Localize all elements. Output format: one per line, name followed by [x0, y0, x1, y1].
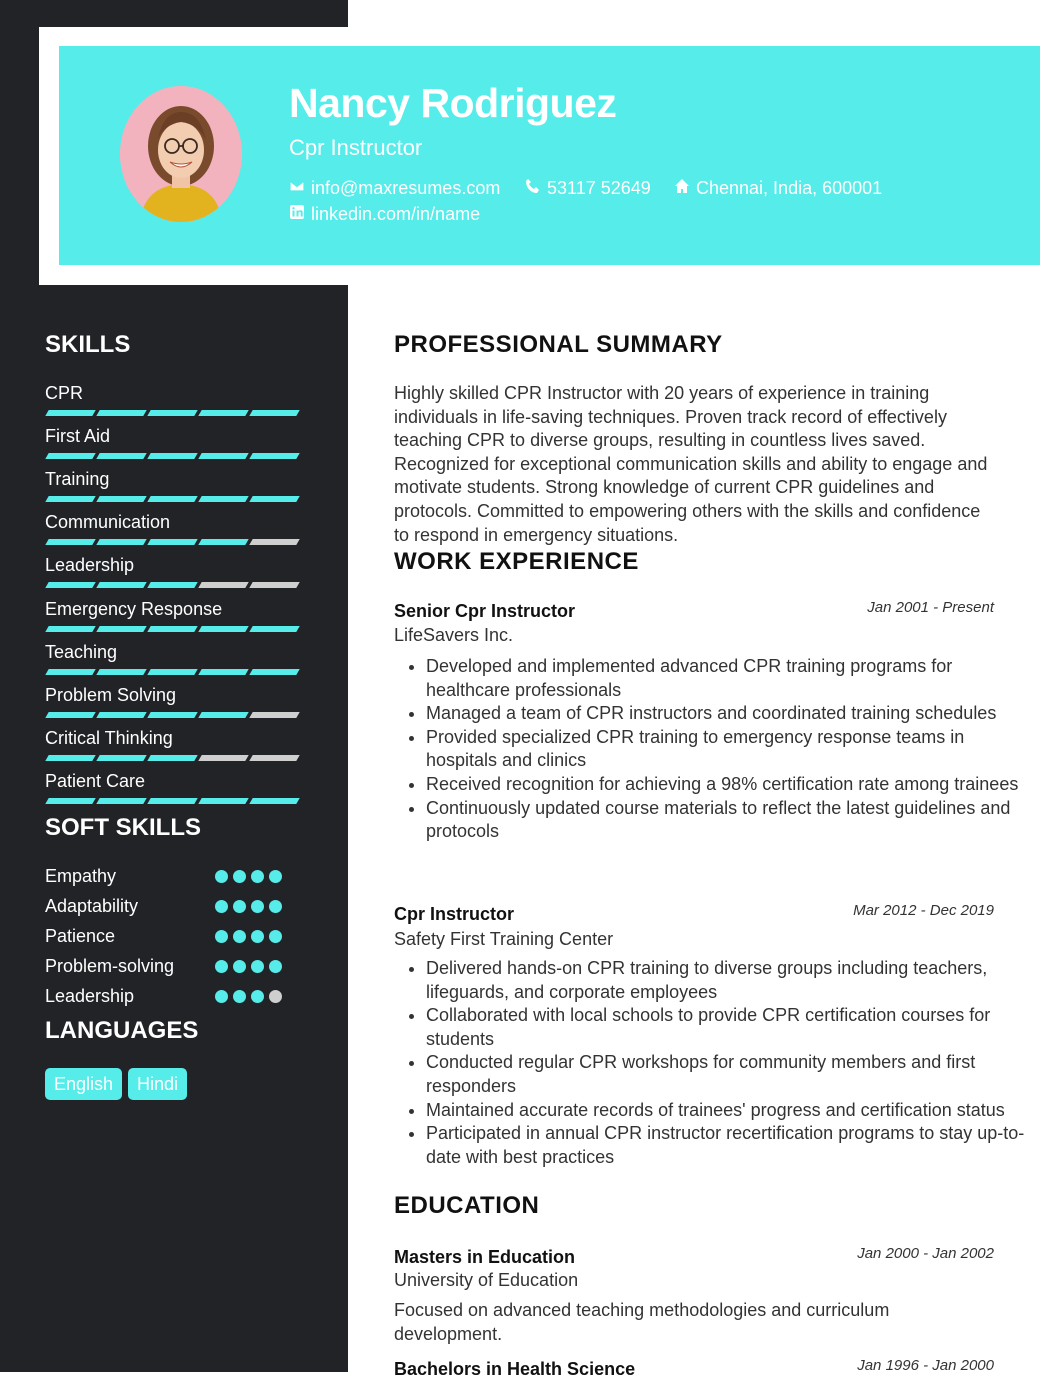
skill-level-bar	[47, 539, 298, 545]
skill-level-segment	[147, 798, 197, 804]
rating-dot	[251, 900, 264, 913]
skill-label: Patient Care	[45, 770, 146, 791]
skill-label: CPR	[45, 383, 84, 403]
skill-level-segment	[147, 669, 197, 675]
list-item: • Received recognition for achieving a 98% certification rate among trainees	[426, 773, 1026, 797]
list-item: • Collaborated with local schools to provide CPR certification courses for students	[426, 1004, 1026, 1051]
skill-level-segment	[198, 798, 248, 804]
skill-level-segment	[198, 755, 248, 761]
skill-level-segment	[96, 539, 146, 545]
candidate-name: Nancy Rodriguez	[289, 80, 617, 126]
skill-level-segment	[198, 496, 248, 502]
skill-level-segment	[147, 496, 197, 502]
skill-level-bar	[47, 798, 298, 804]
list-item: • Delivered hands-on CPR training to diverse groups including teachers, lifeguards, and corporate employees	[426, 957, 1026, 1004]
degree-title: Bachelors in Health Science	[394, 1359, 636, 1379]
phone-contact[interactable]	[525, 178, 651, 199]
skill-level-segment	[96, 496, 146, 502]
skill-level-segment	[249, 712, 299, 718]
rating-dot	[269, 900, 282, 913]
education-heading: EDUCATION	[394, 1192, 540, 1219]
skill-level-segment	[45, 496, 95, 502]
skill-level-segment	[198, 712, 248, 718]
skill-level-segment	[45, 755, 95, 761]
skill-level-segment	[249, 539, 299, 545]
skill-level-segment	[249, 626, 299, 632]
skill-level-bar	[47, 496, 298, 502]
skill-level-segment	[198, 453, 248, 459]
profile-photo	[120, 86, 242, 222]
rating-dot	[233, 930, 246, 943]
skill-level-segment	[147, 712, 197, 718]
linkedin-text: linkedin.com/in/name	[311, 204, 481, 224]
phone-icon	[525, 178, 541, 199]
soft-skill-rating	[215, 930, 282, 943]
skill-level-segment	[249, 453, 299, 459]
list-item: • Developed and implemented advanced CPR training programs for healthcare professionals	[426, 655, 1026, 702]
skill-level-segment	[198, 539, 248, 545]
linkedin-contact[interactable]	[289, 204, 480, 225]
skill-level-segment	[249, 582, 299, 588]
home-icon	[674, 178, 690, 199]
skill-label: Training	[45, 469, 110, 490]
skill-level-segment	[147, 755, 197, 761]
address-contact	[674, 178, 882, 199]
skill-level-segment	[96, 669, 146, 675]
soft-skill-rating	[215, 900, 282, 913]
list-item: • Managed a team of CPR instructors and coordinated training schedules	[426, 702, 1026, 726]
rating-dot	[269, 990, 282, 1003]
skill-level-segment	[45, 626, 95, 632]
soft-skill-label: Leadership	[45, 986, 135, 1006]
rating-dot	[215, 870, 228, 883]
list-item: • Conducted regular CPR workshops for community members and first responders	[426, 1051, 1026, 1098]
skill-level-segment	[249, 410, 299, 416]
soft-skill-label: Adaptability	[45, 896, 139, 916]
soft-skill-rating	[215, 960, 282, 973]
skill-level-segment	[45, 539, 95, 545]
rating-dot	[269, 960, 282, 973]
skill-level-segment	[45, 669, 95, 675]
skill-label: Communication	[45, 512, 171, 533]
rating-dot	[251, 960, 264, 973]
soft-skill-label: Patience	[45, 926, 116, 946]
skill-level-segment	[249, 755, 299, 761]
skill-level-bar	[47, 669, 298, 675]
education-dates: Jan 2000 - Jan 2002	[857, 1245, 994, 1262]
address-text: Chennai, India, 600001	[696, 178, 883, 198]
education-description: Focused on advanced teaching methodologies and curriculum development.	[394, 1300, 890, 1344]
skill-level-segment	[147, 539, 197, 545]
skill-level-segment	[45, 798, 95, 804]
language-badge-english: English	[45, 1068, 122, 1100]
skill-level-segment	[198, 410, 248, 416]
skill-label: Critical Thinking	[45, 727, 173, 748]
job-dates: Mar 2012 - Dec 2019	[853, 902, 994, 919]
skill-label: Problem Solving	[45, 684, 177, 705]
skill-level-segment	[96, 582, 146, 588]
skill-label: Leadership	[45, 555, 135, 576]
skill-level-segment	[96, 712, 146, 718]
envelope-icon	[289, 178, 305, 199]
skill-level-segment	[249, 669, 299, 675]
skill-level-bar	[47, 453, 298, 459]
job-dates: Jan 2001 - Present	[867, 599, 994, 616]
skill-level-segment	[198, 582, 248, 588]
job-company: LifeSavers Inc.	[394, 625, 514, 645]
list-item: • Provided specialized CPR training to emergency response teams in hospitals and clinics	[426, 726, 1026, 773]
skill-label: Teaching	[45, 641, 118, 662]
skill-level-segment	[249, 496, 299, 502]
soft-skill-rating	[215, 990, 282, 1003]
rating-dot	[215, 900, 228, 913]
soft-skill-label: Empathy	[45, 866, 117, 886]
candidate-role: Cpr Instructor	[289, 135, 423, 160]
skill-level-segment	[249, 798, 299, 804]
rating-dot	[215, 930, 228, 943]
skill-level-segment	[45, 410, 95, 416]
email-contact[interactable]	[289, 178, 500, 199]
degree-title: Masters in Education	[394, 1247, 576, 1267]
email-text: info@maxresumes.com	[311, 178, 501, 198]
job-title: Senior Cpr Instructor	[394, 601, 576, 621]
summary-heading: PROFESSIONAL SUMMARY	[394, 331, 723, 358]
soft-skills-heading: SOFT SKILLS	[45, 814, 201, 841]
skill-level-bar	[47, 410, 298, 416]
rating-dot	[233, 990, 246, 1003]
rating-dot	[251, 990, 264, 1003]
rating-dot	[233, 900, 246, 913]
skill-level-bar	[47, 626, 298, 632]
skill-level-bar	[47, 582, 298, 588]
soft-skill-rating	[215, 870, 282, 883]
skill-level-segment	[147, 453, 197, 459]
skills-heading: SKILLS	[45, 331, 131, 358]
rating-dot	[251, 930, 264, 943]
skill-level-segment	[198, 669, 248, 675]
rating-dot	[251, 870, 264, 883]
job-title: Cpr Instructor	[394, 904, 515, 924]
soft-skill-label: Problem-solving	[45, 956, 175, 976]
skill-level-segment	[96, 798, 146, 804]
skill-level-segment	[45, 582, 95, 588]
list-item: • Participated in annual CPR instructor recertification programs to stay up-to-date with best practices	[426, 1122, 1026, 1169]
skill-level-segment	[45, 712, 95, 718]
skill-level-bar	[47, 712, 298, 718]
education-dates: Jan 1996 - Jan 2000	[857, 1357, 994, 1374]
language-badge-hindi: Hindi	[128, 1068, 187, 1100]
skill-label: Emergency Response	[45, 598, 223, 619]
skill-label: First Aid	[45, 426, 111, 447]
linkedin-icon	[289, 204, 305, 225]
skill-level-segment	[147, 626, 197, 632]
list-item: • Continuously updated course materials to reflect the latest guidelines and protocols	[426, 797, 1026, 844]
experience-heading: WORK EXPERIENCE	[394, 548, 639, 575]
rating-dot	[269, 930, 282, 943]
rating-dot	[215, 960, 228, 973]
skill-level-segment	[96, 410, 146, 416]
rating-dot	[215, 990, 228, 1003]
skill-level-segment	[96, 626, 146, 632]
skill-level-segment	[198, 626, 248, 632]
skill-level-segment	[147, 410, 197, 416]
school-name: University of Education	[394, 1270, 579, 1290]
skill-level-segment	[96, 755, 146, 761]
skill-level-segment	[45, 453, 95, 459]
skill-level-bar	[47, 755, 298, 761]
list-item: • Maintained accurate records of trainees' progress and certification status	[426, 1099, 1026, 1123]
job-bullets	[394, 957, 1026, 1169]
skill-level-segment	[96, 453, 146, 459]
job-bullets	[394, 655, 1026, 844]
skill-level-segment	[147, 582, 197, 588]
job-company: Safety First Training Center	[394, 929, 614, 949]
languages-heading: LANGUAGES	[45, 1017, 199, 1044]
rating-dot	[233, 870, 246, 883]
rating-dot	[269, 870, 282, 883]
summary-text: Highly skilled CPR Instructor with 20 years of experience in training individuals in life-saving techniques. Proven track record of effectively teaching CPR to diverse groups, resulting in countless lives saved. Recognized for exceptional communication skills and ability to engage and motivate students. Strong knowledge of current CPR guidelines and protocols. Committed to empowering others with the skills and confidence to respond in emergency situations.	[394, 383, 988, 545]
phone-text: 53117 52649	[547, 178, 651, 198]
rating-dot	[233, 960, 246, 973]
